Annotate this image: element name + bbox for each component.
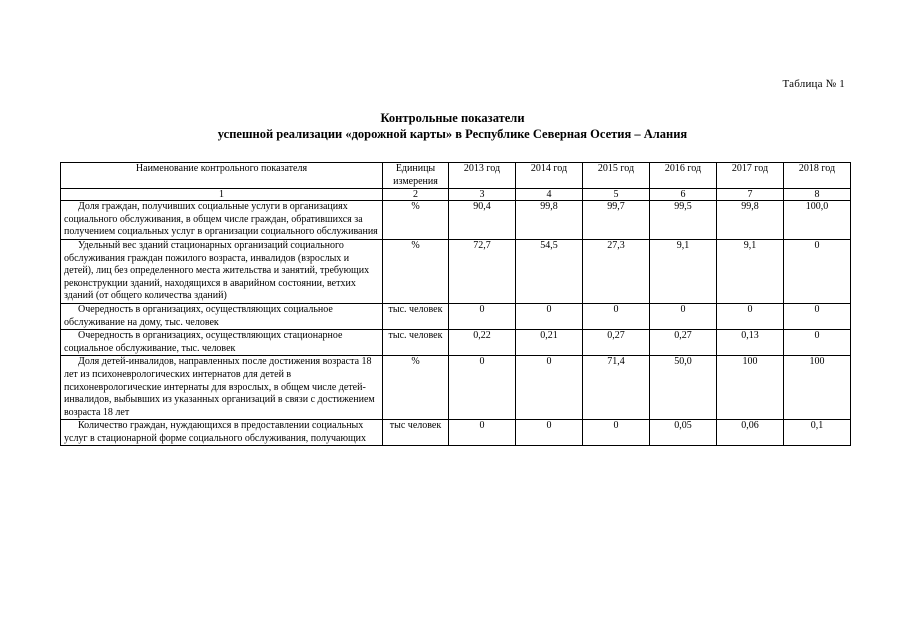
title-line-1: Контрольные показатели bbox=[380, 111, 525, 125]
indicator-text: Очередность в организациях, осуществляющих стационарное социальное обслуживание, тыс. человек bbox=[64, 330, 343, 354]
indicator-unit: тыс человек bbox=[383, 420, 449, 446]
indicator-text: Количество граждан, нуждающихся в предоставлении социальных услуг в стационарной форме социального обслуживания, получающих bbox=[64, 420, 367, 444]
column-number: 8 bbox=[784, 189, 851, 201]
header-year-2013: 2013 год bbox=[449, 163, 516, 189]
value-2015: 71,4 bbox=[583, 356, 650, 420]
indicator-text: Удельный вес зданий стационарных организаций социального обслуживания граждан пожилого возраста, инвалидов (взрослых и детей), лиц без определенного места жительства и занятий, требующих реконструкции зданий, находящихся в аварийном состоянии, ветхих зданий (от общего количества зданий) bbox=[64, 239, 370, 302]
header-unit: Единицы измерения bbox=[383, 163, 449, 189]
table-row bbox=[61, 330, 851, 356]
value-2013: 0,22 bbox=[449, 330, 516, 356]
indicator-unit: тыс. человек bbox=[383, 330, 449, 356]
indicator-name bbox=[61, 356, 383, 420]
indicators-table bbox=[60, 162, 851, 446]
value-2018: 0 bbox=[784, 330, 851, 356]
header-year-2014: 2014 год bbox=[516, 163, 583, 189]
value-2017: 0,06 bbox=[717, 420, 784, 446]
indicator-name bbox=[61, 330, 383, 356]
indicator-name bbox=[61, 420, 383, 446]
value-2013: 72,7 bbox=[449, 239, 516, 303]
indicator-text: Доля граждан, получивших социальные услуги в организациях социального обслуживания, в общем числе граждан, обратившихся за получением социальных услуг в организации социального обслуживания bbox=[64, 201, 378, 238]
value-2013: 0 bbox=[449, 356, 516, 420]
value-2018: 100 bbox=[784, 356, 851, 420]
indicator-text: Доля детей-инвалидов, направленных после достижения возраста 18 лет из психоневрологических интернатов для детей в психоневрологические интернаты для взрослых, в общем числе детей-инвалидов, выбывших из указанных организаций в связи с достижением возраста 18 лет bbox=[64, 356, 375, 418]
value-2017: 100 bbox=[717, 356, 784, 420]
header-year-2017: 2017 год bbox=[717, 163, 784, 189]
column-number: 7 bbox=[717, 189, 784, 201]
column-number-row bbox=[61, 189, 851, 201]
table-row bbox=[61, 239, 851, 303]
indicator-unit: % bbox=[383, 239, 449, 303]
indicator-name bbox=[61, 201, 383, 240]
header-name: Наименование контрольного показателя bbox=[61, 163, 383, 189]
value-2015: 99,7 bbox=[583, 201, 650, 240]
value-2014: 0 bbox=[516, 420, 583, 446]
value-2018: 0 bbox=[784, 239, 851, 303]
table-row bbox=[61, 420, 851, 446]
table-row bbox=[61, 303, 851, 329]
value-2014: 54,5 bbox=[516, 239, 583, 303]
value-2013: 0 bbox=[449, 420, 516, 446]
table-row bbox=[61, 356, 851, 420]
indicator-unit: тыс. человек bbox=[383, 303, 449, 329]
value-2016: 99,5 bbox=[650, 201, 717, 240]
value-2014: 0 bbox=[516, 356, 583, 420]
indicator-text: Очередность в организациях, осуществляющих социальное обслуживание на дому, тыс. человек bbox=[64, 303, 333, 328]
indicator-name bbox=[61, 303, 383, 329]
value-2015: 0 bbox=[583, 303, 650, 329]
indicator-unit: % bbox=[383, 356, 449, 420]
indicator-name bbox=[61, 239, 383, 303]
column-number: 5 bbox=[583, 189, 650, 201]
value-2018: 0 bbox=[784, 303, 851, 329]
value-2017: 99,8 bbox=[717, 201, 784, 240]
title-line-2: успешной реализации «дорожной карты» в Республике Северная Осетия – Алания bbox=[217, 127, 688, 141]
column-number: 3 bbox=[449, 189, 516, 201]
value-2013: 90,4 bbox=[449, 201, 516, 240]
header-year-2015: 2015 год bbox=[583, 163, 650, 189]
value-2013: 0 bbox=[449, 303, 516, 329]
value-2017: 0,13 bbox=[717, 330, 784, 356]
value-2016: 9,1 bbox=[650, 239, 717, 303]
value-2017: 0 bbox=[717, 303, 784, 329]
value-2016: 50,0 bbox=[650, 356, 717, 420]
indicator-unit: % bbox=[383, 201, 449, 240]
table-number: Таблица № 1 bbox=[782, 78, 845, 90]
value-2018: 0,1 bbox=[784, 420, 851, 446]
column-number: 1 bbox=[61, 189, 383, 201]
value-2016: 0,27 bbox=[650, 330, 717, 356]
value-2015: 0 bbox=[583, 420, 650, 446]
column-number: 6 bbox=[650, 189, 717, 201]
table-row bbox=[61, 201, 851, 240]
value-2015: 0,27 bbox=[583, 330, 650, 356]
document-title bbox=[0, 110, 905, 142]
header-year-2018: 2018 год bbox=[784, 163, 851, 189]
value-2014: 99,8 bbox=[516, 201, 583, 240]
value-2014: 0,21 bbox=[516, 330, 583, 356]
value-2016: 0 bbox=[650, 303, 717, 329]
column-number: 4 bbox=[516, 189, 583, 201]
header-year-2016: 2016 год bbox=[650, 163, 717, 189]
value-2015: 27,3 bbox=[583, 239, 650, 303]
value-2014: 0 bbox=[516, 303, 583, 329]
value-2018: 100,0 bbox=[784, 201, 851, 240]
header-row bbox=[61, 163, 851, 189]
column-number: 2 bbox=[383, 189, 449, 201]
value-2017: 9,1 bbox=[717, 239, 784, 303]
value-2016: 0,05 bbox=[650, 420, 717, 446]
